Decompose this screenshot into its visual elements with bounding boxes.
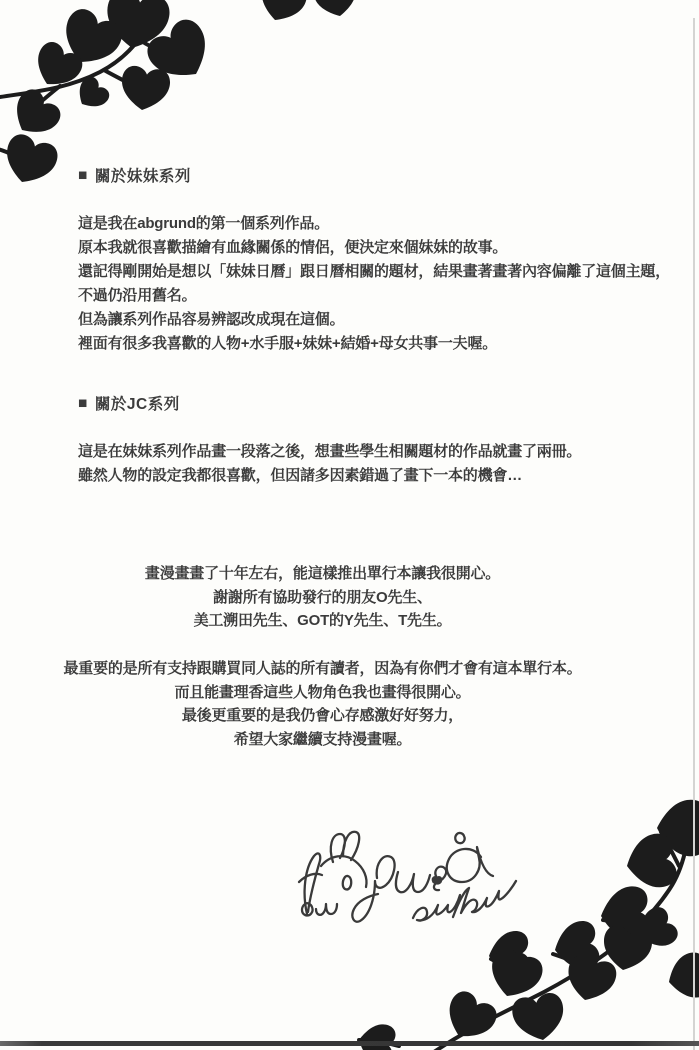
text-line: 這是我在abgrund的第一個系列作品。 [78,215,329,232]
leaf-icon [510,991,568,1044]
leaf-icon [311,0,360,20]
section-heading-sister-series [78,164,191,186]
text-line: 但為讓系列作品容易辨認改成現在這個。 [78,311,345,328]
section-title: 關於JC系列 [94,396,180,413]
text-line: 原本我就很喜歡描繪有血緣關係的情侶，便決定來個妹妹的故事。 [78,239,508,256]
closing-readers-block [10,657,635,751]
leaf-icon [438,987,501,1048]
text-line: 這是在妹妹系列作品畫一段落之後，想畫些學生相關題材的作品就畫了兩冊。 [78,443,582,460]
text-line: 還記得剛開始是想以「妹妹日曆」跟日曆相關的題材，結果畫著畫著內容偏離了這個主題， [78,263,671,280]
text-line: 希望大家繼續支持漫畫喔。 [233,730,412,748]
closing-thanks-block [10,562,635,633]
text-line: 裡面有很多我喜歡的人物+水手服+妹妹+結婚+母女共事一夫喔。 [78,335,498,352]
leaf-icon [622,831,678,892]
text-line: 不過仍沿用舊名。 [78,287,197,304]
section-heading-jc-series [78,392,180,414]
section-paragraph [78,440,581,488]
text-line: 雖然人物的設定我都很喜歡，但因諸多因素錯過了畫下一本的機會… [78,467,523,484]
square-bullet-icon: ■ [78,167,88,184]
signature-strokes [299,832,516,922]
scan-edge-line [693,18,695,1050]
text-line: 畫漫畫畫了十年左右，能這樣推出單行本讓我很開心。 [144,565,501,582]
vine-leaves [0,0,361,191]
section-paragraph [78,212,670,356]
text-line: 最後更重要的是我仍會心存感激好好努力， [181,707,464,724]
text-line: 美工溯田先生、GOT的Y先生、T先生。 [193,612,452,629]
leaf-icon [254,0,310,28]
leaf-icon [0,131,61,191]
scan-edge-bar [0,1041,699,1046]
section-title: 關於妹妹系列 [94,168,191,185]
leaf-icon [118,64,172,113]
text-line: 最重要的是所有支持跟購買同人誌的所有讀者，因為有你們才會有這本單行本。 [63,660,582,677]
square-bullet-icon: ■ [78,395,88,412]
text-line: 謝謝所有協助發行的朋友O先生、 [213,588,432,606]
artist-signature [285,820,535,940]
vine-top-left-decoration [0,0,400,200]
text-line: 而且能畫理香這些人物角色我也畫得很開心。 [174,683,471,701]
